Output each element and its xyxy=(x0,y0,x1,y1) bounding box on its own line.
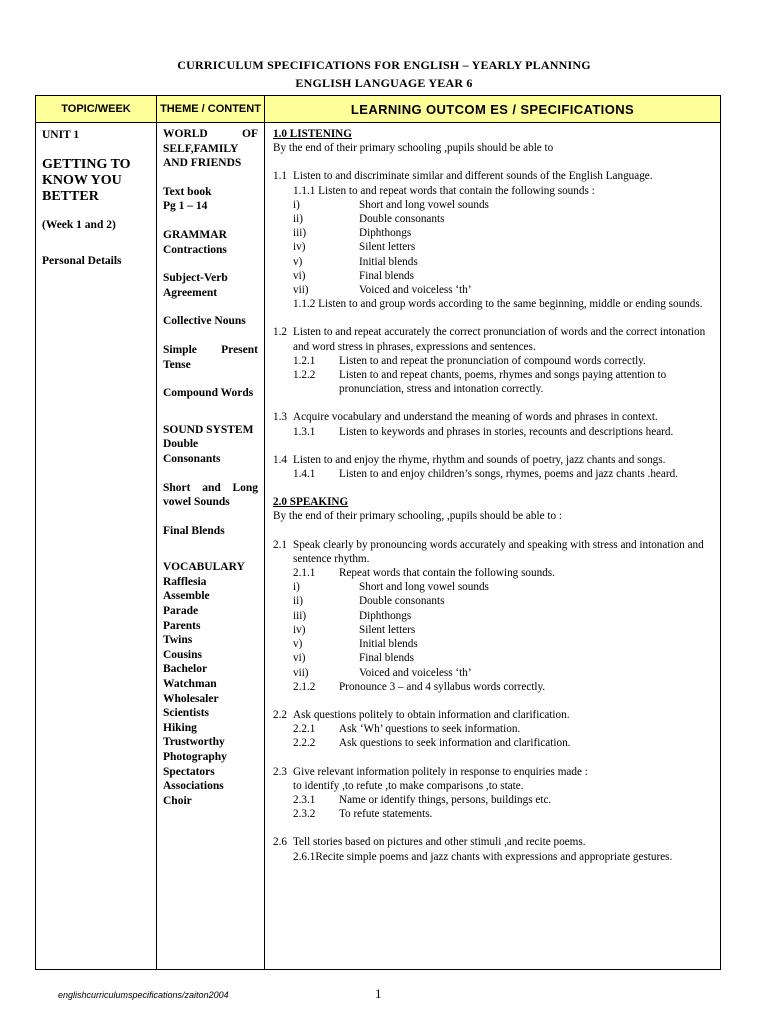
list-item: iv) Silent letters xyxy=(293,241,416,254)
textbook-pages: Pg 1 – 14 xyxy=(163,200,208,213)
vocabulary-item: Associations xyxy=(163,780,224,793)
list-item: vi) Final blends xyxy=(293,652,415,665)
list-item: ii) Double consonants xyxy=(293,595,445,608)
sound-short-long-a: Short and Long xyxy=(163,481,259,494)
header-topic: TOPIC/WEEK xyxy=(36,96,157,123)
outcome-1-2-1: 1.2.1 Listen to and repeat the pronunciation of compound words correctly. xyxy=(293,354,646,367)
vocabulary-item: Photography xyxy=(163,751,227,763)
sound-final: Final Blends xyxy=(163,524,225,537)
outcome-2-6: 2.6 Tell stories based on pictures and other stimuli ,and recite poems. xyxy=(273,836,586,849)
outcome-2-3: 2.3 Give relevant information politely in response to enquiries made : xyxy=(273,765,588,778)
vocabulary-item: Bachelor xyxy=(163,663,208,676)
unit-label: UNIT 1 xyxy=(42,129,80,141)
list-item: ii) Double consonants xyxy=(293,213,445,226)
outcome-2-6-1: 2.6.1Recite simple poems and jazz chants with expressions and appropriate gestures. xyxy=(293,850,673,863)
list-item: iii) Diphthongs xyxy=(293,227,412,240)
outcome-2-3-1: 2.3.1 Name or identify things, persons, buildings etc. xyxy=(293,793,552,806)
outcome-1-1-2: 1.1.2 Listen to and group words according to the same beginning, middle or ending sounds. xyxy=(293,298,703,311)
sound-list-1 xyxy=(273,198,713,297)
listening-intro: By the end of their primary schooling ,pupils should be able to xyxy=(273,142,554,155)
grammar-simple-present-b: Tense xyxy=(163,358,191,371)
grammar-sva: Subject-Verb Agreement xyxy=(163,272,228,299)
footer-source: englishcurriculumspecifications/zaiton2004 xyxy=(58,990,229,1000)
vocabulary-item: Choir xyxy=(163,794,192,807)
outcome-1-3: 1.3 Acquire vocabulary and understand the meaning of words and phrases in context. xyxy=(273,411,658,424)
grammar-collective: Collective Nouns xyxy=(163,315,246,328)
outcome-1-4: 1.4 Listen to and enjoy the rhyme, rhythm and sounds of poetry, jazz chants and songs. xyxy=(273,453,666,466)
vocabulary-item: Parade xyxy=(163,605,199,618)
list-item: vii) Voiced and voiceless ‘th’ xyxy=(293,284,472,297)
document-title: CURRICULUM SPECIFICATIONS FOR ENGLISH – YEARLY PLANNING xyxy=(177,58,591,72)
table-header-row xyxy=(36,96,721,123)
outcome-1-2-2: 1.2.2 Listen to and repeat chants, poems, rhymes and songs paying attention to pronunciation, stress and intonation correctly. xyxy=(293,369,667,396)
vocabulary-item: Wholesaler xyxy=(163,692,219,705)
sub-topic: Personal Details xyxy=(42,255,122,267)
vocabulary-item: Spectators xyxy=(163,765,215,778)
outcome-2-2-2: 2.2.2 Ask questions to seek information and clarification. xyxy=(293,737,571,750)
vocabulary-item: Twins xyxy=(163,634,193,647)
vocabulary-item: Rafflesia xyxy=(163,575,207,588)
list-item: v) Initial blends xyxy=(293,255,418,268)
topic-cell xyxy=(36,123,157,970)
list-item: vi) Final blends xyxy=(293,269,415,282)
speaking-heading: 2.0 SPEAKING xyxy=(273,496,349,509)
vocabulary-list xyxy=(163,575,258,809)
vocabulary-item: Scientists xyxy=(163,707,209,720)
grammar-compound: Compound Words xyxy=(163,387,254,400)
sound-short-long-b: vowel Sounds xyxy=(163,496,230,509)
list-item: v) Initial blends xyxy=(293,638,418,651)
outcomes-cell xyxy=(265,123,721,970)
vocabulary-item: Cousins xyxy=(163,648,202,661)
page-number: 1 xyxy=(375,986,382,1001)
outcome-2-3-2: 2.3.2 To refute statements. xyxy=(293,808,433,821)
outcome-2-1-1: 2.1.1 Repeat words that contain the following sounds. xyxy=(293,567,555,580)
outcome-2-2-1: 2.2.1 Ask ‘Wh’ questions to seek information. xyxy=(293,723,521,736)
outcome-1-1: 1.1 Listen to and discriminate similar and different sounds of the English Language. xyxy=(273,170,653,183)
vocabulary-item: Trustworthy xyxy=(163,736,225,749)
header-theme: THEME / CONTENT xyxy=(157,96,265,123)
outcome-1-1-1: 1.1.1 Listen to and repeat words that contain the following sounds : xyxy=(293,184,595,197)
outcome-2-1-2: 2.1.2 Pronounce 3 – and 4 syllabus words correctly. xyxy=(293,680,546,693)
outcome-2-2: 2.2 Ask questions politely to obtain information and clarification. xyxy=(273,708,570,721)
list-item: iii) Diphthongs xyxy=(293,609,412,622)
outcome-2-1: 2.1 Speak clearly by pronouncing words accurately and speaking with stress and intonation and sentence rhythm. xyxy=(273,538,704,565)
theme-world-a: WORLD OF xyxy=(163,128,258,140)
grammar-heading: GRAMMAR xyxy=(163,228,227,241)
document-subtitle: ENGLISH LANGUAGE YEAR 6 xyxy=(295,76,473,90)
unit-title: GETTING TO KNOW YOU BETTER xyxy=(42,157,131,204)
theme-world-b: SELF,FAMILY AND FRIENDS xyxy=(163,142,242,170)
vocabulary-heading: VOCABULARY xyxy=(163,561,245,574)
sound-list-2 xyxy=(273,580,713,679)
week-label: (Week 1 and 2) xyxy=(42,219,116,231)
table-body-row xyxy=(36,123,721,970)
vocabulary-item: Assemble xyxy=(163,590,210,603)
grammar-contractions: Contractions xyxy=(163,243,227,256)
vocabulary-item: Parents xyxy=(163,619,201,632)
list-item: vii) Voiced and voiceless ‘th’ xyxy=(293,666,472,679)
sound-double: Double Consonants xyxy=(163,438,221,465)
sound-heading: SOUND SYSTEM xyxy=(163,423,254,436)
list-item: i) Short and long vowel sounds xyxy=(293,581,489,594)
grammar-simple-present-a: Simple Present xyxy=(163,343,258,356)
outcome-1-4-1: 1.4.1 Listen to and enjoy children’s songs, rhymes, poems and jazz chants .heard. xyxy=(293,468,678,481)
header-outcomes: LEARNING OUTCOM ES / SPECIFICATIONS xyxy=(265,96,721,123)
outcome-2-3-detail: to identify ,to refute ,to make comparisons ,to state. xyxy=(293,779,524,792)
vocabulary-item: Hiking xyxy=(163,721,197,734)
speaking-intro: By the end of their primary schooling, ,pupils should be able to : xyxy=(273,510,562,523)
list-item: iv) Silent letters xyxy=(293,623,416,636)
outcome-1-3-1: 1.3.1 Listen to keywords and phrases in stories, recounts and descriptions heard. xyxy=(293,425,674,438)
list-item: i) Short and long vowel sounds xyxy=(293,198,489,211)
textbook-label: Text book xyxy=(163,185,212,198)
planning-table xyxy=(35,95,721,970)
listening-heading: 1.0 LISTENING xyxy=(273,128,352,140)
vocabulary-item: Watchman xyxy=(163,678,217,691)
outcome-1-2: 1.2 Listen to and repeat accurately the correct pronunciation of words and the correct intonation and word stress in phrases, expressions and sentences. xyxy=(273,326,706,353)
theme-cell xyxy=(157,123,265,970)
